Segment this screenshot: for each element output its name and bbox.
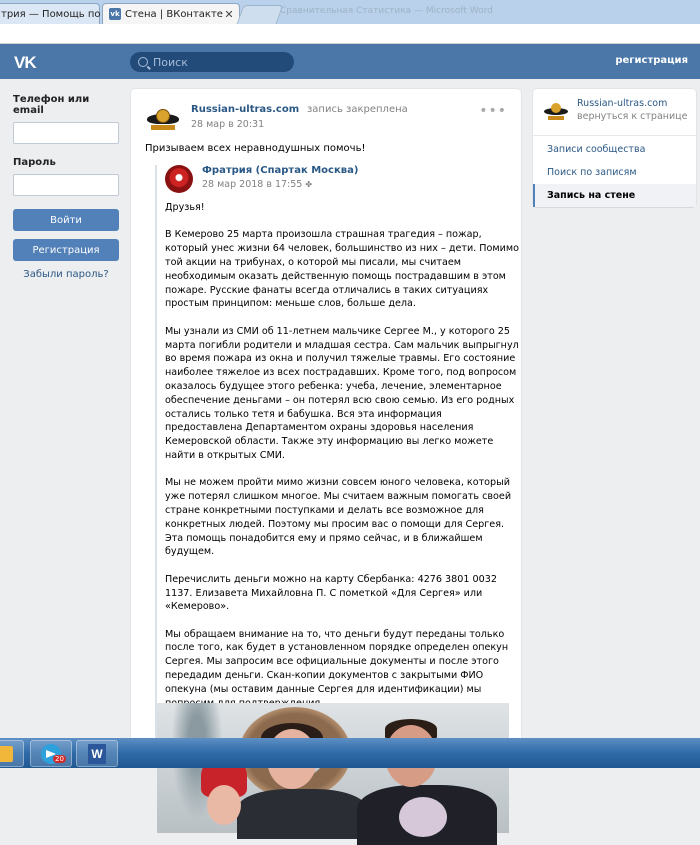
phone-label: Телефон или email <box>13 94 90 116</box>
login-form <box>13 94 119 280</box>
browser-tab-help[interactable] <box>0 3 100 24</box>
paragraph: Мы обращаем внимание на то, что деньги будут переданы только после того, как будет в установленном порядке определен опекун Сергея. Мы запросим все официальные документы и после этого передадим деньги. Скан-копии документов с закрытыми ФИО опекуна (мы оставим данные Сергея для идентификации) мы <box>165 628 509 695</box>
address-bar[interactable] <box>0 24 700 44</box>
notification-badge: 20 <box>55 755 64 763</box>
forgot-password-link[interactable]: Забыли пароль? <box>23 269 109 280</box>
windows-taskbar <box>0 738 700 768</box>
search-box[interactable] <box>130 52 294 72</box>
post-caption: Призываем всех неравнодушных помочь! <box>145 143 366 154</box>
post-author-link[interactable]: Russian-ultras.com <box>191 104 300 115</box>
divider <box>533 135 696 136</box>
close-icon[interactable]: ✕ <box>224 7 234 21</box>
faded-window-title: Сравнительная Статистика — Microsoft Word <box>280 6 493 16</box>
paragraph: В Кемерово 25 марта произошла страшная трагедия – пожар, который унес жизни 64 человек, большинство из них – дети. Помимо той акции на трибунах, о которой мы писали, мы считаем необходимым оказать действенную помощь пострадавшим в этом пожаре. Русские фанаты всегда отличались в таких ситуациях простым принципом: меньше слов, больше дела. <box>165 229 519 310</box>
pin-icon: ✤ <box>305 180 313 189</box>
tab-title: Стена | ВКонтакте <box>125 8 223 20</box>
back-to-page-link[interactable]: вернуться к странице <box>577 111 688 122</box>
more-horizontal-icon[interactable]: ••• <box>479 103 507 119</box>
browser-tab-vk[interactable] <box>102 3 240 24</box>
community-nav-header <box>543 98 687 124</box>
phone-input[interactable] <box>13 122 119 144</box>
community-name-link[interactable]: Russian-ultras.com <box>577 98 668 109</box>
nav-item-community-posts[interactable]: Записи сообщества <box>547 144 646 155</box>
vk-favicon-icon: vk <box>110 10 120 18</box>
taskbar-telegram-button[interactable] <box>30 740 72 767</box>
folder-icon <box>0 746 13 762</box>
browser-tabbar <box>0 0 700 24</box>
community-nav-card <box>533 89 696 207</box>
community-nav-menu <box>533 138 696 207</box>
login-button[interactable]: Войти <box>13 209 119 231</box>
register-link[interactable]: регистрация <box>615 55 688 66</box>
repost <box>155 165 519 765</box>
pinned-note: запись закреплена <box>306 104 408 115</box>
word-icon: W <box>88 744 106 764</box>
password-label: Пароль <box>13 157 56 168</box>
nav-item-search-posts[interactable]: Поиск по записям <box>547 167 637 178</box>
nav-item-wall-post[interactable]: Запись на стене <box>533 184 696 207</box>
search-input[interactable] <box>153 56 283 69</box>
community-avatar-small[interactable] <box>543 98 569 124</box>
repost-author-link[interactable]: Фратрия (Спартак Москва) <box>202 165 359 176</box>
taskbar-explorer-button[interactable] <box>0 740 24 767</box>
vk-header <box>0 44 700 79</box>
search-icon <box>138 57 148 67</box>
password-input[interactable] <box>13 174 119 196</box>
register-button[interactable]: Регистрация <box>13 239 119 261</box>
community-avatar[interactable] <box>145 101 181 137</box>
wall-post <box>131 89 521 749</box>
paragraph: Мы узнали из СМИ об 11-летнем мальчике Сергее М., у которого 25 марта погибли родители и младшая сестра. Сам мальчик выпрыгнул во время пожара из окна и получил тяжелые травмы. Его состояние наиболее тяжелое из всех пострадавших. Кроме того, под вопросом оказалось будущее этого ребенка: учеба, лечение, элементарное обеспечение деньгами – он потерял всю свою семью. Из его родных остались только тетя и бабушка. Вся эта информация предоставлена Департаментом охраны здоровья населения Кемеровской области. Также эту информацию вы легко можете найти в открытых СМИ. <box>165 325 519 461</box>
vk-logo[interactable]: VK <box>14 53 36 72</box>
fratria-avatar[interactable] <box>165 165 193 193</box>
repost-header <box>165 165 358 193</box>
paragraph: Перечислить деньги можно на карту Сбербанка: 4276 3801 0032 1137. Елизавета Михайловна П. С пометкой «Для Сергея» или «Кемерово». <box>165 573 497 613</box>
paragraph: Мы не можем пройти мимо жизни совсем юного человека, который уже потерял слишком многое. Мы считаем важным помогать своей стране конкретными поступками и делать все возможное для конкретных людей. Поэтому мы просим вас о помощи для Сергея. Эта помощь понадобится ему и прямо сейчас, и в ближайшем будущем. <box>165 477 512 558</box>
post-photo[interactable] <box>157 703 509 833</box>
new-tab-button[interactable] <box>237 5 284 24</box>
paragraph: Друзья! <box>165 202 205 213</box>
repost-text <box>165 201 519 724</box>
repost-date[interactable]: 28 мар 2018 в 17:55 ✤ <box>202 179 313 190</box>
post-date[interactable]: 28 мар в 20:31 <box>191 119 265 130</box>
tab-title: трия — Помощь по <box>1 8 101 20</box>
taskbar-word-button[interactable] <box>76 740 118 767</box>
post-header <box>145 101 408 137</box>
